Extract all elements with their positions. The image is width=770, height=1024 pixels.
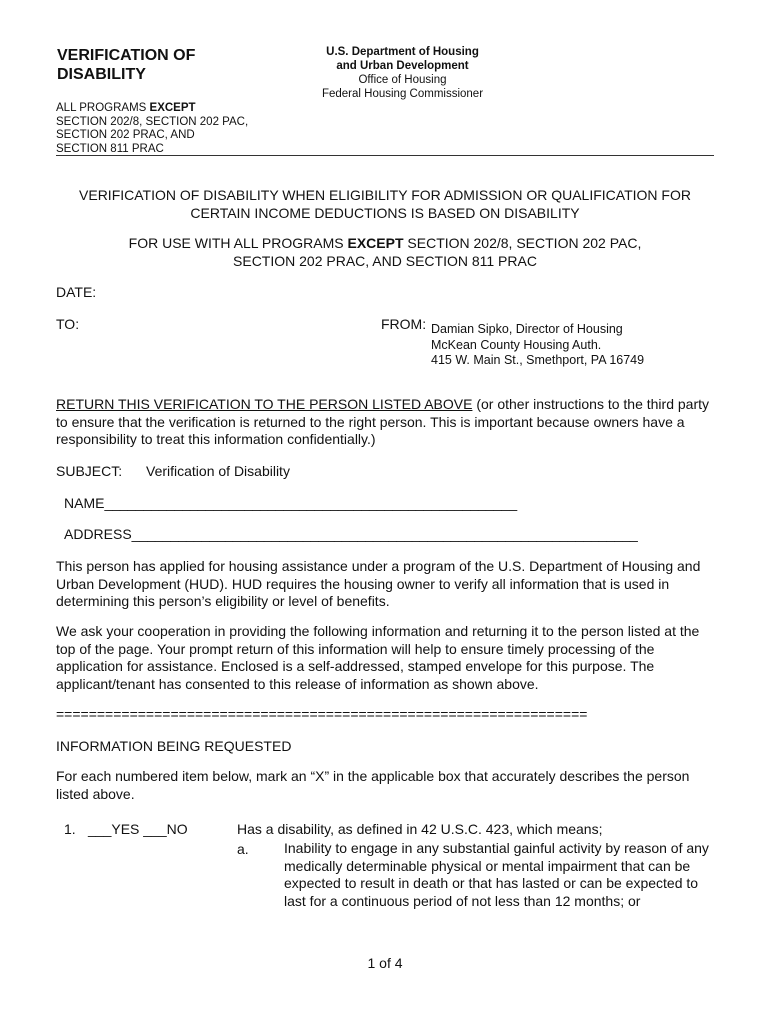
header-divider: [56, 155, 714, 156]
date-label: DATE:: [56, 284, 97, 300]
item-1-yes-no: ___YES ___NO: [88, 821, 188, 837]
use-with-notice: [56, 234, 714, 270]
agency-line2: and Urban Development: [336, 60, 469, 72]
use-with-line2: SECTION 202 PRAC, AND SECTION 811 PRAC: [233, 253, 537, 269]
from-address: [431, 322, 644, 369]
instructions: For each numbered item below, mark an “X” in the applicable box that accurately describes the person listed above.: [56, 768, 690, 802]
use-with-line1: FOR USE WITH ALL PROGRAMS EXCEPT SECTION 202/8, SECTION 202 PAC,: [128, 235, 642, 251]
paragraph-applied: This person has applied for housing assistance under a program of the U.S. Department of Housing and Urban Development (HUD). HUD requires the housing owner to verify all information that is used in determining this person’s eligibility or level of benefits.: [56, 558, 701, 609]
subject-value: Verification of Disability: [146, 463, 290, 479]
from-label: FROM:: [381, 316, 427, 332]
form-title: [57, 46, 195, 84]
item-1-text: Has a disability, as defined in 42 U.S.C. 423, which means;: [237, 821, 603, 837]
page-title-line2: CERTAIN INCOME DEDUCTIONS IS BASED ON DISABILITY: [190, 205, 580, 221]
programs-line4: SECTION 811 PRAC: [56, 142, 164, 155]
form-title-line2: DISABILITY: [57, 66, 146, 83]
agency-line3: Office of Housing: [358, 74, 447, 86]
page-title: [56, 186, 714, 222]
return-notice: [56, 396, 716, 449]
item-1a-label: a.: [237, 841, 249, 857]
from-address-line1: Damian Sipko, Director of Housing: [431, 322, 623, 336]
form-title-line1: VERIFICATION OF: [57, 47, 196, 64]
agency-line4: Federal Housing Commissioner: [321, 88, 484, 100]
page-number: 1 of 4: [367, 955, 403, 971]
return-notice-emphasis: RETURN THIS VERIFICATION TO THE PERSON LISTED ABOVE: [56, 396, 473, 412]
from-address-line3: 415 W. Main St., Smethport, PA 16749: [431, 353, 645, 367]
programs-line2: SECTION 202/8, SECTION 202 PAC,: [56, 115, 249, 128]
from-address-line2: McKean County Housing Auth.: [431, 337, 602, 352]
programs-block: [56, 102, 248, 156]
info-heading: INFORMATION BEING REQUESTED: [56, 738, 292, 754]
name-field: NAME_____________________________________________________: [64, 495, 518, 511]
item-1a-text: Inability to engage in any substantial gainful activity by reason of any medically determinable physical or mental impairment that can be expected to result in death or that has lasted or can be expected to last for a continuous period of not less than 12 months; or: [284, 840, 709, 909]
page-title-line1: VERIFICATION OF DISABILITY WHEN ELIGIBILITY FOR ADMISSION OR QUALIFICATION FOR: [79, 187, 691, 203]
separator-line: =================================================================: [56, 706, 588, 722]
programs-line3: SECTION 202 PRAC, AND: [56, 129, 195, 141]
item-1-number: 1.: [64, 821, 76, 837]
agency-block: [305, 45, 500, 101]
return-notice-rest: (or other instructions to the third party to ensure that the verification is returned to the right person. This is important because owners have a responsibility to treat this information confidentially.): [56, 396, 710, 447]
programs-line1: ALL PROGRAMS EXCEPT: [56, 102, 196, 114]
address-field: ADDRESS_________________________________________________________________: [64, 526, 638, 542]
to-label: TO:: [56, 316, 80, 332]
paragraph-cooperation: We ask your cooperation in providing the following information and returning it to the person listed at the top of the page. Your prompt return of this information will help to ensure timely processing of the application for assistance. Enclosed is a self-addressed, stamped envelope for this purpose. The applicant/tenant has consented to this release of information as shown above.: [56, 623, 700, 692]
subject-label: SUBJECT:: [56, 463, 123, 479]
agency-line1: U.S. Department of Housing: [326, 46, 479, 58]
